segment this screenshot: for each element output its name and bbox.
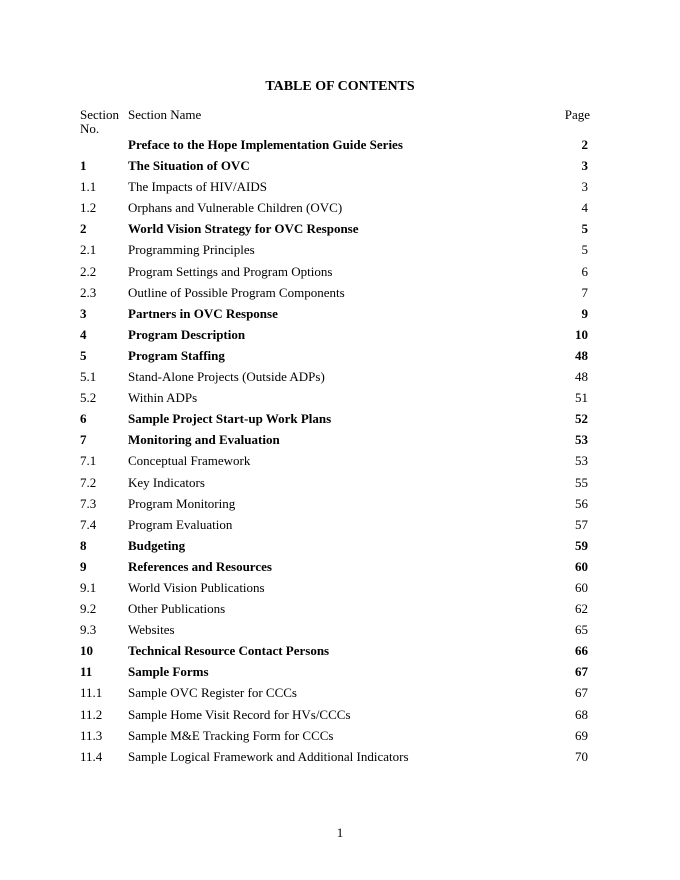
toc-page-number: 66 (575, 643, 588, 659)
toc-section-number: 2.3 (80, 284, 97, 300)
toc-section-name: Sample M&E Tracking Form for CCCs (128, 727, 334, 743)
toc-section-number: 1 (80, 158, 87, 174)
toc-page-number: 5 (581, 242, 588, 258)
toc-page-number: 56 (575, 495, 588, 511)
toc-page-number: 3 (581, 179, 588, 195)
toc-section-number: 11.1 (80, 685, 103, 701)
toc-row[interactable] (80, 619, 590, 640)
toc-section-name: References and Resources (128, 558, 272, 574)
toc-page-number: 3 (581, 158, 588, 174)
toc-page-number: 10 (575, 326, 588, 342)
toc-row[interactable] (80, 303, 590, 324)
toc-row[interactable] (80, 493, 590, 514)
toc-section-number: 11 (80, 664, 93, 680)
toc-page-number: 53 (575, 453, 588, 469)
toc-page-number: 9 (581, 305, 588, 321)
toc-section-name: Partners in OVC Response (128, 305, 278, 321)
toc-section-name: Program Monitoring (128, 495, 236, 511)
toc-section-number: 9.2 (80, 601, 97, 617)
toc-section-name: Stand-Alone Projects (Outside ADPs) (128, 369, 325, 385)
toc-page-number: 62 (575, 601, 588, 617)
toc-page-number: 7 (581, 284, 588, 300)
toc-section-name: Technical Resource Contact Persons (128, 643, 330, 659)
toc-section-name: The Impacts of HIV/AIDS (128, 179, 267, 195)
toc-page-number: 4 (581, 200, 588, 216)
toc-row[interactable] (80, 218, 590, 239)
toc-section-name: Conceptual Framework (128, 453, 251, 469)
toc-row[interactable] (80, 472, 590, 493)
toc-page-number: 68 (575, 706, 588, 722)
toc-page-number: 48 (575, 347, 588, 363)
toc-row[interactable] (80, 682, 590, 703)
toc-page-number: 69 (575, 727, 588, 743)
toc-section-name: Program Staffing (128, 347, 225, 363)
toc-section-number: 7.2 (80, 474, 97, 490)
toc-section-number: 6 (80, 411, 87, 427)
toc-row[interactable] (80, 556, 590, 577)
toc-page-number: 60 (575, 579, 588, 595)
toc-page-number: 60 (575, 558, 588, 574)
toc-section-name: Budgeting (128, 537, 186, 553)
page-number: 1 (336, 825, 344, 840)
toc-row[interactable] (80, 261, 590, 282)
toc-row[interactable] (80, 661, 590, 682)
toc-row[interactable] (80, 704, 590, 725)
toc-section-name: Sample Project Start-up Work Plans (128, 411, 332, 427)
toc-section-name: World Vision Strategy for OVC Response (128, 221, 359, 237)
toc-section-name: Programming Principles (128, 242, 255, 258)
toc-page-number: 55 (575, 474, 588, 490)
toc-section-number: 4 (80, 326, 87, 342)
toc-section-name: Within ADPs (128, 390, 198, 406)
toc-section-number: 3 (80, 305, 87, 321)
toc-row[interactable] (80, 366, 590, 387)
toc-row[interactable] (80, 598, 590, 619)
toc-section-name: Sample Home Visit Record for HVs/CCCs (128, 706, 351, 722)
toc-section-name: Program Description (128, 326, 246, 342)
toc-row[interactable] (80, 514, 590, 535)
toc-section-name: Program Settings and Program Options (128, 263, 333, 279)
toc-row[interactable] (80, 725, 590, 746)
toc-row[interactable] (80, 155, 590, 176)
toc-section-number: 5 (80, 347, 87, 363)
toc-section-name: Sample Forms (128, 664, 209, 680)
toc-page-number: 59 (575, 537, 588, 553)
toc-section-name: Program Evaluation (128, 516, 233, 532)
toc-row[interactable] (80, 282, 590, 303)
toc-section-number: 7 (80, 432, 87, 448)
header-page: Page (564, 107, 590, 122)
toc-section-number: 7.3 (80, 495, 97, 511)
toc-section-name: Sample Logical Framework and Additional Indicators (128, 748, 409, 764)
toc-section-number: 8 (80, 537, 87, 553)
toc-section-name: World Vision Publications (128, 579, 265, 595)
toc-page-number: 6 (581, 263, 588, 279)
toc-row[interactable] (80, 387, 590, 408)
toc-row[interactable] (80, 429, 590, 450)
toc-page-number: 48 (575, 369, 588, 385)
toc-header (80, 108, 590, 136)
toc-section-number: 1.2 (80, 200, 97, 216)
toc-page-number: 65 (575, 622, 588, 638)
toc-section-name: Preface to the Hope Implementation Guide Series (128, 137, 403, 152)
toc-section-number: 9.3 (80, 622, 97, 638)
header-section-no: Section No. (80, 107, 119, 136)
toc-entries (80, 134, 590, 767)
toc-row[interactable] (80, 746, 590, 767)
toc-section-number: 11.3 (80, 727, 103, 743)
toc-section-name: Websites (128, 622, 175, 638)
toc-section-name: Monitoring and Evaluation (128, 432, 280, 448)
toc-section-number: 5.2 (80, 390, 97, 406)
toc-page-number: 52 (575, 411, 588, 427)
toc-row[interactable] (80, 640, 590, 661)
toc-section-number: 10 (80, 643, 93, 659)
toc-row[interactable] (80, 176, 590, 197)
toc-section-number: 1.1 (80, 179, 97, 195)
toc-section-number: 2 (80, 221, 87, 237)
toc-section-number: 9.1 (80, 579, 97, 595)
toc-row[interactable] (80, 450, 590, 471)
toc-section-name: Other Publications (128, 601, 226, 617)
toc-section-name: Key Indicators (128, 474, 205, 490)
toc-page-number: 53 (575, 432, 588, 448)
toc-page-number: 2 (581, 137, 588, 152)
toc-page-number: 70 (575, 748, 588, 764)
toc-section-name: Outline of Possible Program Components (128, 284, 345, 300)
toc-section-number: 2.2 (80, 263, 97, 279)
toc-section-number: 2.1 (80, 242, 97, 258)
toc-row[interactable] (80, 324, 590, 345)
toc-section-number: 5.1 (80, 369, 97, 385)
toc-row[interactable] (80, 535, 590, 556)
toc-section-name: Orphans and Vulnerable Children (OVC) (128, 200, 343, 216)
toc-section-number: 7.4 (80, 516, 97, 532)
toc-page-number: 5 (581, 221, 588, 237)
toc-page-number: 51 (575, 390, 588, 406)
toc-page-number: 67 (575, 664, 588, 680)
header-section-name: Section Name (128, 107, 202, 122)
toc-row[interactable] (80, 239, 590, 260)
toc-row[interactable] (80, 134, 590, 155)
toc-section-number: 7.1 (80, 453, 97, 469)
toc-section-name: Sample OVC Register for CCCs (128, 685, 297, 701)
toc-row[interactable] (80, 345, 590, 366)
toc-section-number: 9 (80, 558, 87, 574)
toc-page-number: 67 (575, 685, 588, 701)
toc-section-name: The Situation of OVC (128, 158, 250, 174)
toc-row[interactable] (80, 577, 590, 598)
toc-page-number: 57 (575, 516, 588, 532)
toc-section-number: 11.2 (80, 706, 103, 722)
toc-row[interactable] (80, 197, 590, 218)
toc-section-number: 11.4 (80, 748, 103, 764)
toc-row[interactable] (80, 408, 590, 429)
page-title: TABLE OF CONTENTS (265, 79, 415, 94)
